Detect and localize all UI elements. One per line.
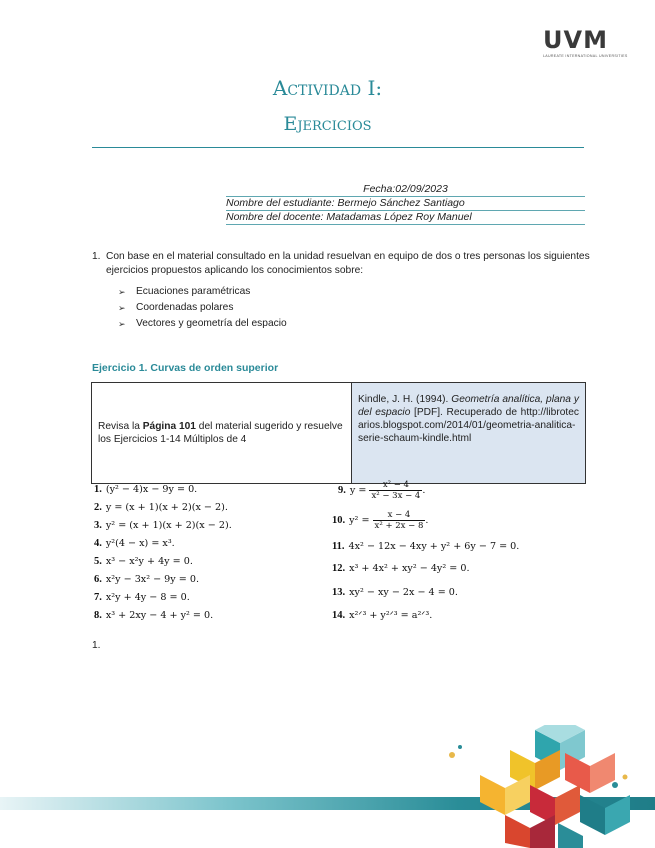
equation-item: 8. x³ + 2xy − 4 + y² = 0.	[94, 610, 214, 621]
arrow-bullet-icon: ➢	[118, 319, 126, 329]
equation-item: 9. y = $\frac{\text{x² − 4}}{\text{x² − 3x − 4}}$ .	[338, 480, 426, 501]
equation-item: 10. y² = $\frac{x - 4}{\text{x² + 2x − 8}}$ .	[332, 510, 429, 531]
equation-item: 6. x²y − 3x² − 9y = 0.	[94, 574, 200, 585]
equation-item: 1. (y² − 4)x − 9y = 0.	[94, 484, 198, 495]
equation-item: 7. x²y + 4y − 8 = 0.	[94, 592, 190, 603]
list-item: ➢ Ecuaciones paramétricas	[118, 284, 287, 300]
fraction: $\frac{\text{x² − 4}}{\text{x² − 3x − 4}}$	[371, 480, 421, 501]
logo-tagline: LAUREATE INTERNATIONAL UNIVERSITIES	[543, 54, 628, 58]
arrow-bullet-icon: ➢	[118, 287, 126, 297]
decorative-cubes	[440, 725, 655, 848]
activity-subtitle: Ejercicios	[283, 113, 372, 135]
student-name: Nombre del estudiante: Bermejo Sánchez Santiago	[226, 197, 585, 211]
activity-title: Actividad I:	[272, 76, 383, 100]
page-reference: Página 101	[142, 421, 196, 432]
exercise-instruction-cell: Revisa la Página 101 del material sugerido y resuelve los Ejercicios 1-14 Múltiplos de 4	[92, 383, 352, 484]
instruction-text: Con base en el material consultado en la unidad resuelvan en equipo de dos o tres personas los siguientes ejercicios propuestos aplicando los conocimientos sobre:	[106, 251, 590, 276]
equation-item: 14. x²ᐟ³ + y²ᐟ³ = a²ᐟ³.	[332, 610, 433, 621]
equation-item: 3. y² = (x + 1)(x + 2)(x − 2).	[94, 520, 232, 531]
answer-number: 1.	[92, 640, 101, 651]
title-divider	[92, 147, 584, 148]
teacher-name: Nombre del docente: Matadamas López Roy Manuel	[226, 211, 585, 225]
equation-item: 2. y = (x + 1)(x + 2)(x − 2).	[94, 502, 228, 513]
equation-item: 13. xy² − xy − 2x − 4 = 0.	[332, 587, 458, 598]
logo-text: UVM	[543, 26, 608, 54]
arrow-bullet-icon: ➢	[118, 303, 126, 313]
equation-item: 4. y²(4 − x) = x³.	[94, 538, 175, 549]
equation-item: 11. 4x² − 12x − 4xy + y² + 6y − 7 = 0.	[332, 541, 520, 552]
list-item: ➢ Coordenadas polares	[118, 300, 287, 316]
exercise-heading: Ejercicio 1. Curvas de orden superior	[92, 362, 279, 374]
equation-item: 12. x³ + 4x² + xy² − 4y² = 0.	[332, 563, 470, 574]
uvm-logo	[543, 26, 628, 58]
reference-cell: Kindle, J. H. (1994). Geometría analítica, plana y del espacio [PDF]. Recuperado de http://librotecarios.blogspot.com/2014/01/geometria-analitica-serie-schaum-kindle.html	[352, 383, 586, 484]
book-title: Geometría analítica, plana y del espacio	[358, 394, 579, 418]
instruction-item	[92, 250, 592, 278]
date-line: Fecha:02/09/2023	[226, 183, 585, 197]
equation-item: 5. x³ − x²y + 4y = 0.	[94, 556, 193, 567]
fraction: $\frac{x - 4}{\text{x² + 2x − 8}}$	[374, 510, 424, 531]
topic-list	[118, 284, 287, 332]
list-item: ➢ Vectores y geometría del espacio	[118, 316, 287, 332]
instruction-number: 1.	[92, 251, 101, 262]
exercise-table	[91, 382, 586, 484]
